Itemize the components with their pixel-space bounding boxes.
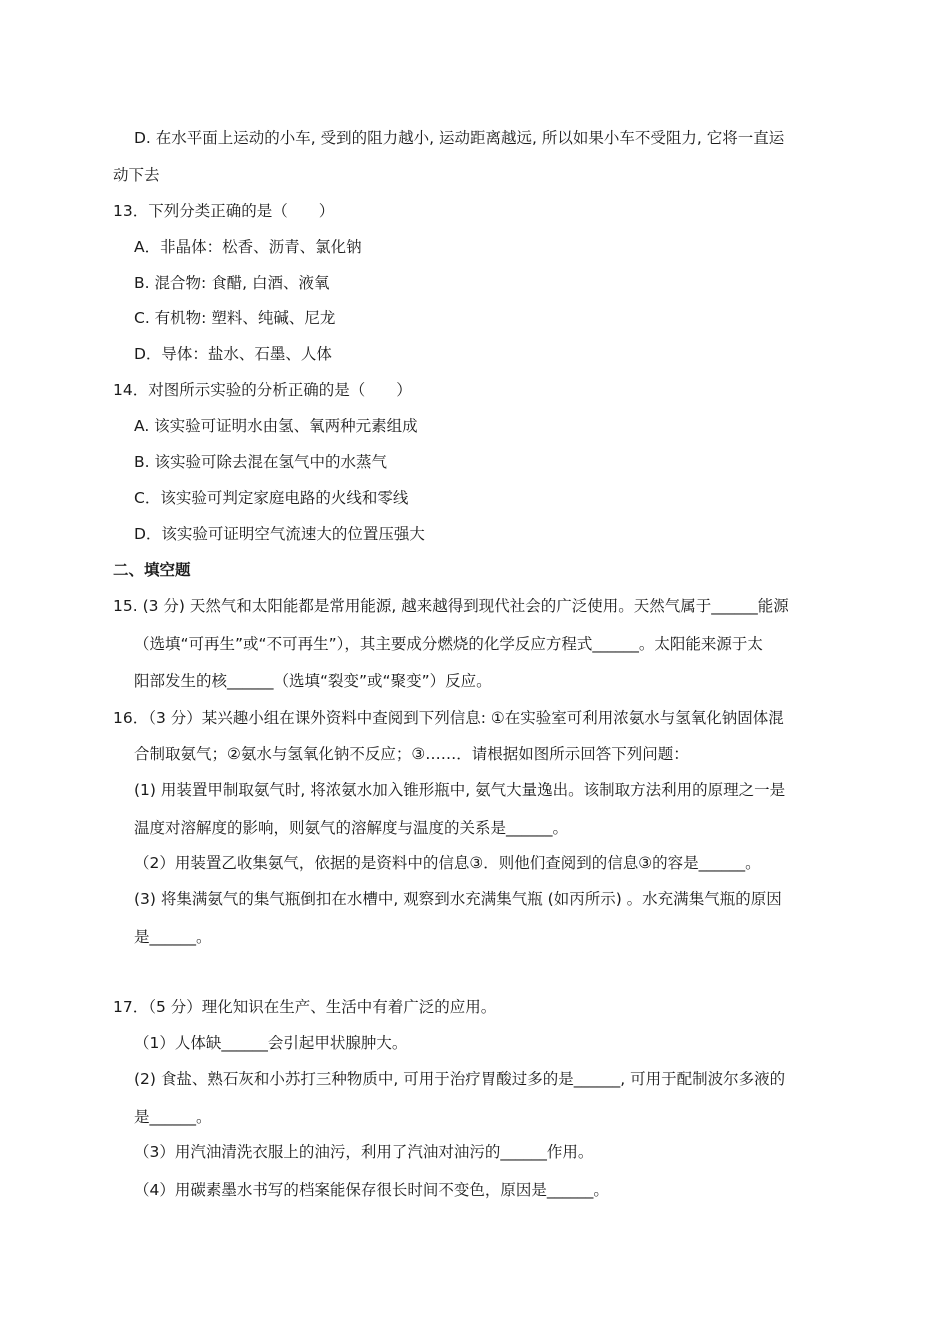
- q17-sub1: （1）人体缺______会引起甲状腺肿大。: [134, 1034, 408, 1052]
- q12-option-d-line1: D. 在水平面上运动的小车, 受到的阻力越小, 运动距离越远, 所以如果小车不受阻力, 它将一直运: [134, 129, 785, 147]
- q14-stem: 14．对图所示实验的分析正确的是（ ）: [113, 381, 412, 399]
- q16-line1: 16．（3 分）某兴趣小组在课外资料中查阅到下列信息: ①在实验室可利用浓氨水与氢氧化钠固体混: [113, 709, 784, 727]
- q16-sub3-line1: (3) 将集满氨气的集气瓶倒扣在水槽中, 观察到水充满集气瓶 (如丙所示) 。水充满集气瓶的原因: [134, 890, 782, 908]
- q16-line2: 合制取氨气；②氨水与氢氧化钠不反应；③……．请根据如图所示回答下列问题：: [134, 745, 689, 763]
- q16-sub2: （2）用装置乙收集氨气，依据的是资料中的信息③．则他们查阅到的信息③的容是______。: [134, 854, 761, 872]
- q17-stem: 17．（5 分）理化知识在生产、生活中有着广泛的应用。: [113, 998, 497, 1016]
- q14-option-c: C．该实验可判定家庭电路的火线和零线: [134, 489, 409, 507]
- section-heading-fill-in: 二、填空题: [113, 561, 191, 579]
- q13-stem: 13．下列分类正确的是（ ）: [113, 202, 335, 220]
- q17-sub3: （3）用汽油清洗衣服上的油污，利用了汽油对油污的______作用。: [134, 1143, 594, 1161]
- q14-option-d: D．该实验可证明空气流速大的位置压强大: [134, 525, 425, 543]
- q16-sub1-line2: 温度对溶解度的影响，则氨气的溶解度与温度的关系是______。: [134, 819, 569, 837]
- q17-sub2-line1: (2) 食盐、熟石灰和小苏打三种物质中, 可用于治疗胃酸过多的是______, 可用于配制波尔多液的: [134, 1070, 786, 1088]
- q17-sub2-line2: 是______。: [134, 1108, 212, 1126]
- q15-line1: 15. (3 分) 天然气和太阳能都是常用能源, 越来越得到现代社会的广泛使用。天然气属于______能源: [113, 597, 789, 615]
- q16-sub1-line1: (1) 用装置甲制取氨气时, 将浓氨水加入锥形瓶中, 氨气大量逸出。该制取方法利用的原理之一是: [134, 781, 786, 799]
- q15-line3: 阳部发生的核______（选填“裂变”或“聚变”）反应。: [134, 672, 492, 690]
- q15-line2: （选填“可再生”或“不可再生”），其主要成分燃烧的化学反应方程式______。太阳能来源于太: [134, 635, 763, 653]
- q13-option-c: C. 有机物: 塑料、纯碱、尼龙: [134, 309, 336, 327]
- q12-option-d-line2: 动下去: [113, 166, 160, 184]
- q17-sub4: （4）用碳素墨水书写的档案能保存很长时间不变色，原因是______。: [134, 1181, 609, 1199]
- q13-option-b: B. 混合物: 食醋, 白酒、液氧: [134, 274, 330, 292]
- q13-option-a: A．非晶体：松香、沥青、氯化钠: [134, 238, 362, 256]
- q13-option-d: D．导体：盐水、石墨、人体: [134, 345, 332, 363]
- q14-option-b: B. 该实验可除去混在氢气中的水蒸气: [134, 453, 387, 471]
- q14-option-a: A. 该实验可证明水由氢、氧两种元素组成: [134, 417, 418, 435]
- q16-sub3-line2: 是______。: [134, 928, 212, 946]
